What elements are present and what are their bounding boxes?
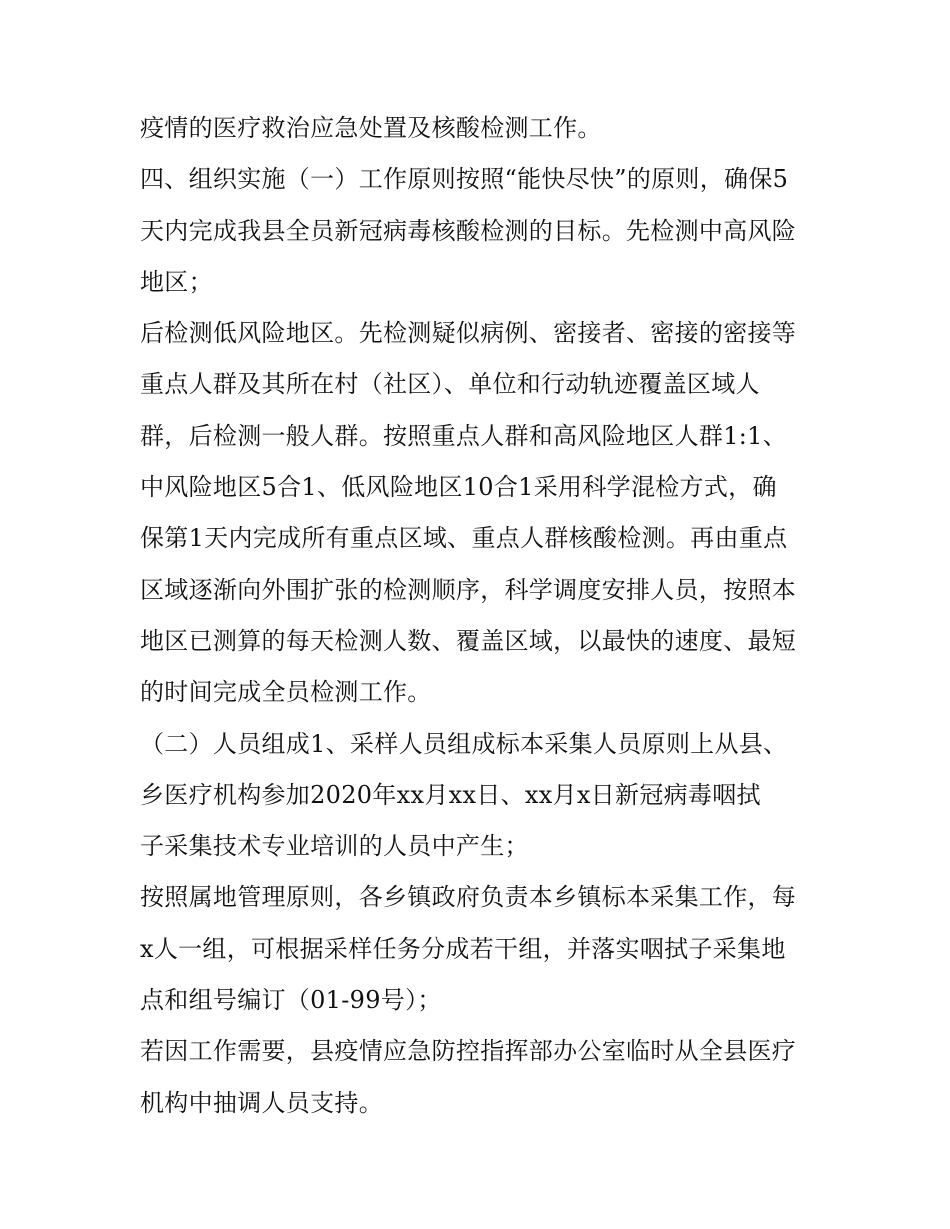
text-line: 按照属地管理原则，各乡镇政府负责本乡镇标本采集工作，每 — [140, 883, 797, 912]
text-line: 乡医疗机构参加2020年xx月xx日、xx月x日新冠病毒咽拭 — [140, 780, 761, 809]
text-line: 疫情的医疗救治应急处置及核酸检测工作。 — [140, 114, 602, 142]
text-line: 区域逐渐向外围扩张的检测顺序，科学调度安排人员，按照本 — [140, 575, 797, 604]
text-line: 点和组号编订（01-99号）； — [140, 986, 442, 1015]
text-line: 天内完成我县全员新冠病毒核酸检测的目标。先检测中高风险 — [140, 216, 797, 245]
text-line: 若因工作需要，县疫情应急防控指挥部办公室临时从全县医疗 — [140, 1037, 797, 1066]
text-line: 地区已测算的每天检测人数、覆盖区域，以最快的速度、最短 — [140, 626, 797, 655]
text-line: 保第1天内完成所有重点区域、重点人群核酸检测。再由重点 — [140, 524, 788, 553]
text-line: 重点人群及其所在村（社区）、单位和行动轨迹覆盖区域人 — [140, 370, 760, 399]
text-line: 后检测低风险地区。先检测疑似病例、密接者、密接的密接等 — [140, 319, 797, 348]
text-line: 的时间完成全员检测工作。 — [140, 678, 432, 707]
text-line: 机构中抽调人员支持。 — [140, 1088, 383, 1117]
text-line: 群，后检测一般人群。按照重点人群和高风险地区人群1:1、 — [140, 421, 788, 450]
text-line: 地区； — [140, 267, 213, 296]
document-body — [140, 103, 820, 1129]
text-line: 中风险地区5合1、低风险地区10合1采用科学混检方式，确 — [140, 473, 777, 502]
text-line: 子采集技术专业培训的人员中产生； — [140, 832, 529, 861]
text-line: x人一组，可根据采样任务分成若干组，并落实咽拭子采集地 — [140, 934, 786, 963]
text-line: （二）人员组成1、采样人员组成标本采集人员原则上从县、 — [140, 729, 788, 758]
text-line: 四、组织实施（一）工作原则按照“能快尽快”的原则，确保5 — [140, 165, 789, 194]
